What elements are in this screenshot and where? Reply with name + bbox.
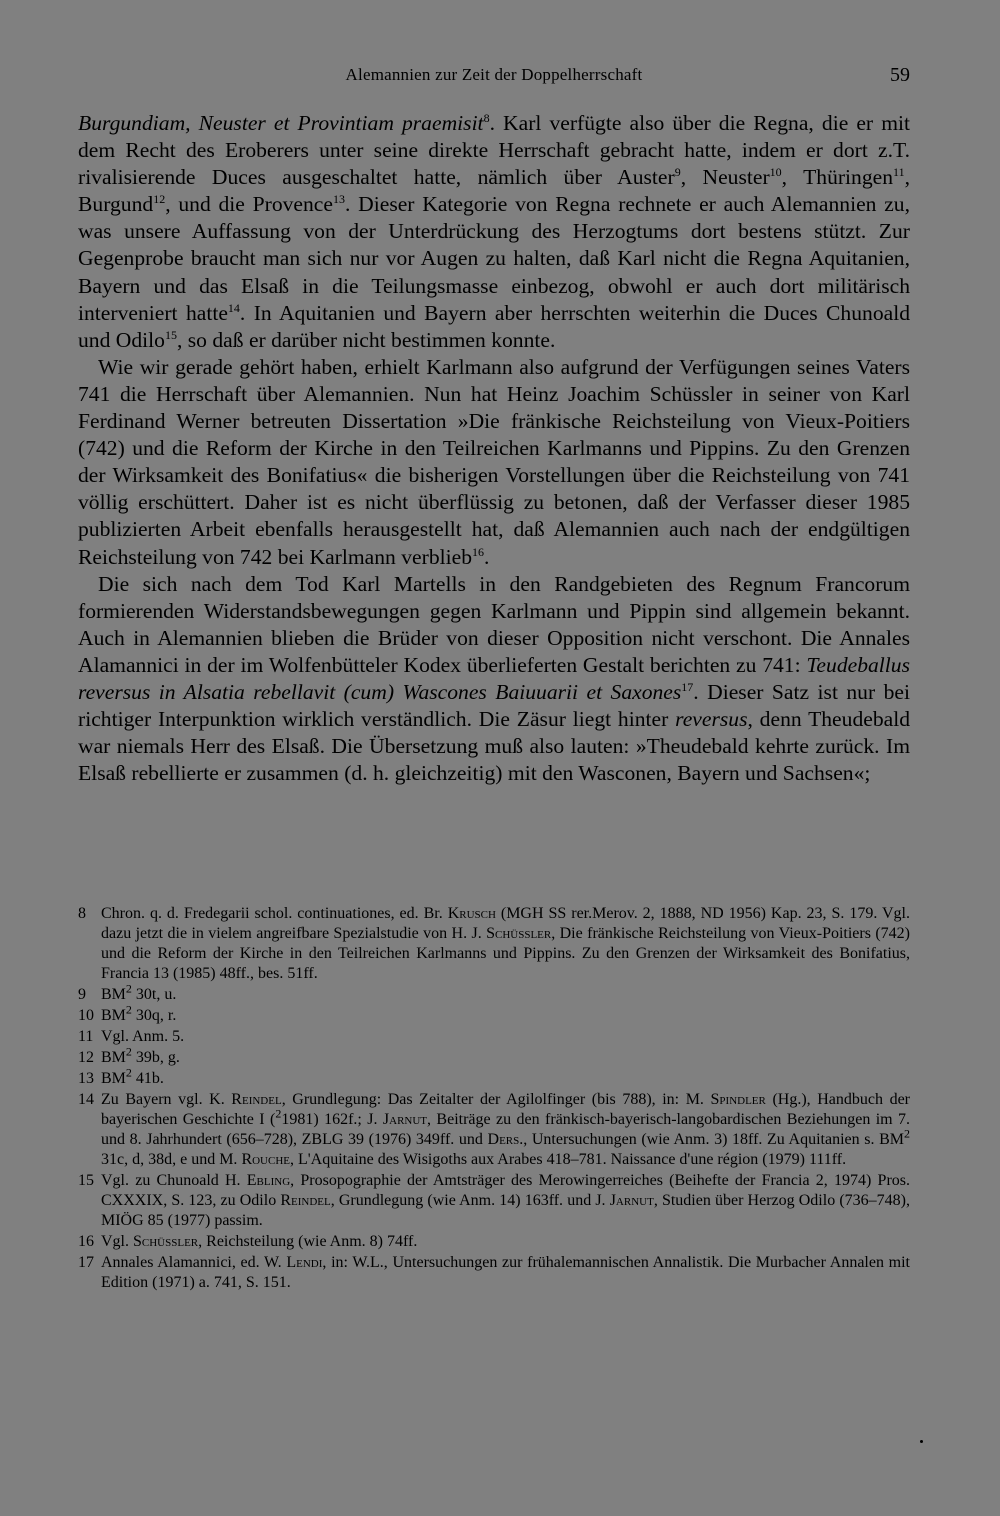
footnote-number: 15 <box>78 1172 94 1189</box>
text-run: Chron. q. d. Fredegarii schol. continuationes, ed. Br. <box>101 905 448 922</box>
footnote-ref-11[interactable]: 11 <box>893 165 905 179</box>
text-run: (MGH SS rer.Merov. 2, 1888, ND 1956) Kap. 23, S. 179. Vgl. dazu jetzt die in vielem angreifbare Spezialstudie von H. J. <box>101 905 911 942</box>
footnote-ref-14[interactable]: 14 <box>227 300 240 315</box>
paragraph-3 <box>78 571 910 788</box>
footnote-number: 13 <box>78 1070 94 1087</box>
text-run: BM <box>101 1007 126 1024</box>
footnote-ref-9[interactable]: 9 <box>674 165 681 179</box>
text-run: , Prosopographie der Amtsträger des Merowingerreiches (Beihefte der Francia 2, 1974) Pros. CXXXIX, S. 123, zu Odilo <box>101 1172 911 1209</box>
author-name: Krusch <box>447 905 496 922</box>
text-run: . Dieser Satz ist nur bei richtiger Interpunktion wirklich verständlich. Die Zäsur liegt hinter <box>78 679 910 732</box>
author-name: Lendi <box>286 1254 323 1271</box>
footnote-9 <box>78 981 910 1005</box>
footnote-ref-10[interactable]: 10 <box>769 165 782 179</box>
text-run: Die sich nach dem Tod Karl Martells in den Randgebieten des Regnum Francorum formierenden Widerstandsbewegungen gegen Karlmann und Pippin sind allgemein bekannt. Auch in Alemannien blieben die Brüder von dieser Opposition nicht verschont. Die Annales Alamannici in der im Wolfenbütteler Kodex überlieferten Gestalt berichten zu 741: <box>78 571 910 677</box>
edition-superscript: 2 <box>125 1044 132 1059</box>
text-run: , Neuster <box>680 165 770 190</box>
footnote-17 <box>78 1253 910 1293</box>
text-run: , denn Theudebald war niemals Herr des Elsaß. Die Übersetzung muß also lauten: »Theudebald kehrte zurück. Im Elsaß rebellierte er zusammen (d. h. gleichzeitig) mit den Wasconen, Bayern und Sachsen«; <box>78 707 911 786</box>
footnote-number: 8 <box>78 905 86 922</box>
footnote-ref-15[interactable]: 15 <box>164 327 177 342</box>
text-run: 30t, u. <box>131 986 177 1003</box>
latin-quote: Teudeballus reversus in Alsatia rebellavit (cum) Wascones Baiuuarii et Saxones <box>78 652 910 704</box>
edition-superscript: 2 <box>275 1106 282 1121</box>
author-name: Schüssler <box>133 1233 199 1250</box>
footnote-number: 17 <box>78 1254 94 1271</box>
footnote-15 <box>78 1171 910 1231</box>
text-run: , Thüringen <box>781 165 894 190</box>
text-run: , Grundlegung (wie Anm. 14) 163ff. und J. <box>330 1192 610 1209</box>
edition-superscript: 2 <box>125 1065 132 1080</box>
author-name: Ebling <box>246 1172 291 1189</box>
running-title: Alemannien zur Zeit der Doppelherrschaft <box>345 65 643 84</box>
author-name: Reindel <box>280 1192 331 1209</box>
latin-quote: Burgundiam, Neuster et Provintiam praemisit <box>78 111 484 135</box>
text-run: . Karl verfügte also über die Regna, die er mit dem Recht des Eroberers unter seine direkte Herrschaft gebracht hatte, indem er dort z.T. rivalisierende Duces ausgeschaltet hatte, nämlich über Auster <box>78 111 910 190</box>
footnote-ref-13[interactable]: 13 <box>332 192 345 207</box>
author-name: Rouche <box>241 1151 290 1168</box>
latin-word: reversus <box>675 707 748 732</box>
footnote-14 <box>78 1090 910 1170</box>
author-name: Spindler <box>710 1091 766 1108</box>
footnote-number: 14 <box>78 1091 94 1108</box>
edition-superscript: 2 <box>125 981 132 996</box>
text-run: Vgl. zu Chunoald H. <box>101 1172 247 1189</box>
footnote-ref-12[interactable]: 12 <box>153 192 166 207</box>
edition-superscript: 2 <box>904 1126 910 1141</box>
text-run: 1981) 162f.; J. <box>281 1111 383 1128</box>
text-run: Annales Alamannici, ed. W. <box>101 1254 287 1271</box>
paragraph-2 <box>78 354 910 571</box>
footnote-number: 9 <box>78 986 86 1003</box>
text-run: , Beiträge zu den fränkisch-bayerisch-langobardischen Beziehungen im 7. und 8. Jahrhundert (656–728), ZBLG 39 (1976) 349ff. und <box>101 1111 911 1148</box>
text-run: (Hg.), Handbuch der bayerischen Geschichte I ( <box>101 1091 910 1128</box>
author-name: Jarnut <box>609 1192 654 1209</box>
scan-speck <box>920 1440 923 1443</box>
footnote-12 <box>78 1044 910 1068</box>
footnote-ref-17[interactable]: 17 <box>681 679 694 694</box>
text-run: , so daß er darüber nicht bestimmen konnte. <box>176 327 556 352</box>
text-run: , L'Aquitaine des Wisigoths aux Arabes 418–781. Naissance d'une région (1979) 111ff. <box>290 1151 847 1168</box>
text-run: . In Aquitanien und Bayern aber herrschten weiterhin die Duces Chunoald und Odilo <box>78 300 910 352</box>
text-run: Wie wir gerade gehört haben, erhielt Karlmann also aufgrund der Verfügungen seines Vaters 741 die Herrschaft über Alemannien. Nun hat Heinz Joachim Schüssler in seiner von Karl Ferdinand Werner betreuten Dissertation »Die fränkische Reichsteilung von Vieux-Poitiers (742) und die Reform der Kirche in den Teilreichen Karlmanns und Pippins. Zu den Grenzen der Wirksamkeit des Bonifatius« die bisherigen Vorstellungen über die Reichsteilung von 741 völlig erschüttert. Daher ist es nicht überflüssig zu betonen, daß der Verfasser dieser 1985 publizierten Arbeit ebenfalls herausgestellt hat, daß Alemannien auch nach der endgültigen Reichsteilung von 742 bei Karlmann verblieb <box>78 354 910 569</box>
running-header <box>78 60 910 90</box>
text-run: , Untersuchungen (wie Anm. 3) 18ff. Zu Aquitanien s. BM <box>523 1131 904 1148</box>
footnote-10 <box>78 1002 910 1026</box>
text-run: , Burgund <box>78 165 911 217</box>
footnote-13 <box>78 1065 910 1089</box>
footnote-8 <box>78 904 910 984</box>
footnote-ref-8[interactable]: 8 <box>483 110 490 125</box>
text-run: 39b, g. <box>131 1049 180 1066</box>
text-run: , in: W.L., Untersuchungen zur frühalemannischen Annalistik. Die Murbacher Annalen mit Edition (1971) a. 741, S. 151. <box>101 1254 911 1291</box>
author-name: Reindel <box>231 1091 282 1108</box>
author-name: Ders. <box>487 1131 524 1148</box>
text-run: BM <box>101 1049 126 1066</box>
author-name: Schüssler <box>486 925 552 942</box>
main-text <box>78 110 910 787</box>
text-run: BM <box>101 986 126 1003</box>
footnote-ref-16[interactable]: 16 <box>472 544 484 559</box>
text-run: . <box>484 544 490 569</box>
footnote-16 <box>78 1232 910 1252</box>
author-name: Jarnut <box>382 1111 428 1128</box>
text-run: , Studien über Herzog Odilo (736–748), MIÖG 85 (1977) passim. <box>101 1192 910 1229</box>
text-run: Vgl. <box>101 1233 133 1250</box>
edition-superscript: 2 <box>125 1002 132 1017</box>
footnote-11 <box>78 1027 910 1047</box>
footnote-number: 11 <box>78 1028 94 1045</box>
page-number: 59 <box>890 64 910 86</box>
footnote-number: 12 <box>78 1049 94 1066</box>
text-run: , Grundlegung: Das Zeitalter der Agilolfinger (bis 788), in: M. <box>281 1091 711 1108</box>
footnotes <box>78 904 910 1294</box>
text-run: BM <box>101 1070 126 1087</box>
text-run: Zu Bayern vgl. K. <box>101 1091 232 1108</box>
text-run: 30q, r. <box>131 1007 177 1024</box>
text-run: , Die fränkische Reichsteilung von Vieux-Poitiers (742) und die Reform der Kirche in den Teilreichen Karlmanns und Pippins. Zu den Grenzen der Wirksamkeit des Bonifatius, Francia 13 (1985) 48ff., bes. 51ff. <box>101 925 911 982</box>
footnote-number: 16 <box>78 1233 94 1250</box>
text-run: . Dieser Kategorie von Regna rechnete er auch Alemannien zu, was unsere Auffassung von der Unterdrückung des Herzogtums dort bestens stützt. Zur Gegenprobe braucht man sich nur vor Augen zu halten, daß Karl nicht die Regna Aquitanien, Bayern und das Elsaß in die Teilungsmasse einbezog, obwohl er auch dort militärisch interveniert hatte <box>78 192 910 325</box>
footnote-number: 10 <box>78 1007 94 1024</box>
text-run: Vgl. Anm. 5. <box>101 1028 185 1045</box>
text-run: , und die Provence <box>165 192 333 217</box>
text-run: 31c, d, 38d, e und M. <box>101 1151 242 1168</box>
paragraph-1 <box>78 110 910 354</box>
text-run: , Reichsteilung (wie Anm. 8) 74ff. <box>198 1233 418 1250</box>
text-run: 41b. <box>131 1070 164 1087</box>
